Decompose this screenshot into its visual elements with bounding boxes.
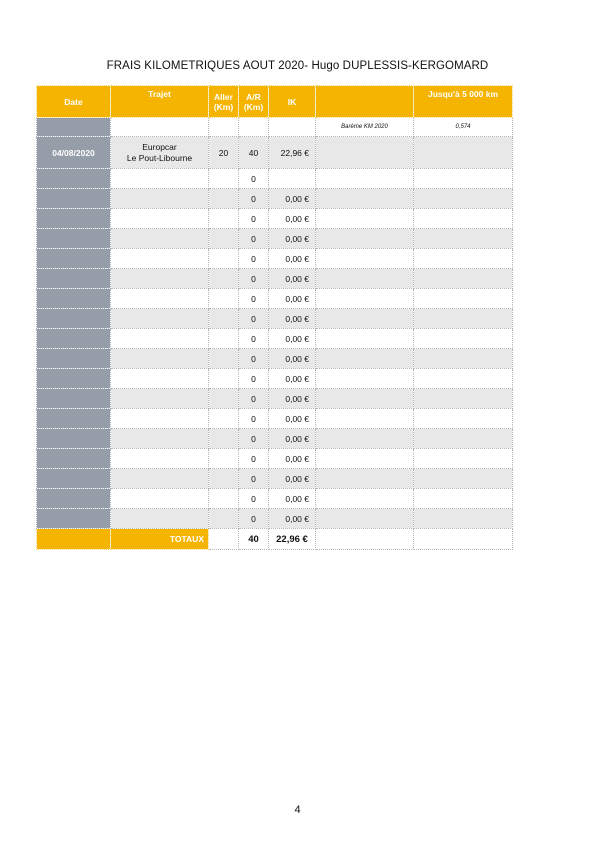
ik-cell: 0,00 € [269, 489, 316, 509]
page-number: 4 [294, 804, 301, 816]
aller-cell [209, 349, 239, 369]
table-row [37, 309, 513, 329]
bareme-cell [316, 389, 414, 409]
trajet-cell [111, 309, 209, 329]
aller-cell [209, 329, 239, 349]
value-cell [414, 449, 513, 469]
ar-cell: 0 [239, 449, 269, 469]
document-title: FRAIS KILOMETRIQUES AOUT 2020- Hugo DUPLESSIS-KERGOMARD [106, 60, 489, 72]
value-cell [414, 289, 513, 309]
bareme-cell [316, 137, 414, 169]
bareme-cell [316, 409, 414, 429]
aller-cell [209, 369, 239, 389]
aller-cell [209, 289, 239, 309]
aller-cell [209, 449, 239, 469]
value-cell [414, 389, 513, 409]
bareme-cell [316, 189, 414, 209]
table-row [37, 169, 513, 189]
trajet-cell [111, 209, 209, 229]
table-row [37, 509, 513, 529]
trajet-cell [111, 349, 209, 369]
bareme-cell [316, 249, 414, 269]
value-cell [414, 309, 513, 329]
bareme-cell [316, 489, 414, 509]
date-cell [37, 249, 111, 269]
table-row [37, 249, 513, 269]
bareme-cell [316, 209, 414, 229]
ar-cell: 0 [239, 309, 269, 329]
bareme-cell [316, 329, 414, 349]
trajet-cell: Europcar Le Pout-Libourne [111, 137, 209, 169]
ik-cell: 0,00 € [269, 289, 316, 309]
date-cell [37, 409, 111, 429]
ar-cell [239, 118, 269, 137]
date-cell [37, 169, 111, 189]
table-row [37, 469, 513, 489]
totals-row [37, 529, 513, 550]
ar-cell: 0 [239, 169, 269, 189]
ar-cell: 0 [239, 289, 269, 309]
ar-cell: 0 [239, 489, 269, 509]
table-row [37, 349, 513, 369]
aller-cell [209, 429, 239, 449]
value-cell [414, 349, 513, 369]
ar-cell: 0 [239, 249, 269, 269]
date-cell [37, 118, 111, 137]
header-aller: Aller (Km) [209, 86, 239, 118]
date-cell [37, 509, 111, 529]
bareme-cell [316, 229, 414, 249]
date-cell [37, 449, 111, 469]
header-trajet: Trajet [111, 86, 209, 118]
date-cell [37, 289, 111, 309]
value-cell [414, 189, 513, 209]
aller-cell [209, 269, 239, 289]
value-cell [414, 229, 513, 249]
value-cell [414, 249, 513, 269]
header-ar: A/R (Km) [239, 86, 269, 118]
bareme-cell [316, 269, 414, 289]
ar-cell: 0 [239, 209, 269, 229]
bareme-cell [316, 289, 414, 309]
totals-value [414, 529, 513, 550]
trajet-cell [111, 389, 209, 409]
date-cell [37, 349, 111, 369]
aller-cell [209, 389, 239, 409]
header-ik: IK [269, 86, 316, 118]
date-cell [37, 469, 111, 489]
table-row [37, 409, 513, 429]
ik-cell: 0,00 € [269, 249, 316, 269]
date-cell [37, 209, 111, 229]
ik-cell: 22,96 € [269, 137, 316, 169]
table-row [37, 449, 513, 469]
trajet-cell [111, 229, 209, 249]
value-cell [414, 209, 513, 229]
ar-cell: 0 [239, 229, 269, 249]
ar-cell: 0 [239, 509, 269, 529]
bareme-cell [316, 169, 414, 189]
ar-cell: 0 [239, 369, 269, 389]
ik-cell: 0,00 € [269, 389, 316, 409]
bareme-row [37, 118, 513, 137]
ar-cell: 0 [239, 329, 269, 349]
totals-bareme [316, 529, 414, 550]
table-row [37, 137, 513, 169]
aller-cell [209, 209, 239, 229]
trajet-cell [111, 118, 209, 137]
table-row [37, 369, 513, 389]
value-cell [414, 269, 513, 289]
totals-ik: 22,96 € [269, 529, 316, 550]
aller-cell [209, 489, 239, 509]
trajet-cell [111, 289, 209, 309]
aller-cell [209, 509, 239, 529]
value-cell [414, 169, 513, 189]
trajet-cell [111, 369, 209, 389]
bareme-cell [316, 429, 414, 449]
table-row [37, 229, 513, 249]
ar-cell: 0 [239, 389, 269, 409]
ik-cell: 0,00 € [269, 369, 316, 389]
table-header-row [37, 86, 513, 118]
aller-cell [209, 118, 239, 137]
trajet-cell [111, 469, 209, 489]
table-row [37, 289, 513, 309]
trajet-cell [111, 509, 209, 529]
ik-cell: 0,00 € [269, 229, 316, 249]
ik-cell: 0,00 € [269, 209, 316, 229]
totals-label: TOTAUX [111, 529, 209, 550]
value-cell [414, 489, 513, 509]
date-cell [37, 369, 111, 389]
date-cell [37, 389, 111, 409]
aller-cell [209, 189, 239, 209]
bareme-cell [316, 509, 414, 529]
aller-cell [209, 469, 239, 489]
bareme-label: Barème KM 2020 [316, 118, 414, 137]
aller-cell: 20 [209, 137, 239, 169]
trajet-cell [111, 189, 209, 209]
mileage-table [36, 85, 513, 550]
bareme-value: 0,574 [414, 118, 513, 137]
trajet-cell [111, 329, 209, 349]
aller-cell [209, 409, 239, 429]
header-bareme [316, 86, 414, 118]
ar-cell: 0 [239, 189, 269, 209]
totals-aller [209, 529, 239, 550]
ik-cell: 0,00 € [269, 349, 316, 369]
table-row [37, 269, 513, 289]
date-cell [37, 489, 111, 509]
value-cell [414, 409, 513, 429]
bareme-cell [316, 369, 414, 389]
ik-cell: 0,00 € [269, 469, 316, 489]
table-row [37, 329, 513, 349]
ik-cell: 0,00 € [269, 509, 316, 529]
header-jusqua: Jusqu'à 5 000 km [414, 86, 513, 118]
trajet-cell [111, 489, 209, 509]
value-cell [414, 429, 513, 449]
aller-cell [209, 169, 239, 189]
ar-cell: 0 [239, 429, 269, 449]
date-cell [37, 189, 111, 209]
aller-cell [209, 309, 239, 329]
aller-cell [209, 229, 239, 249]
bareme-cell [316, 349, 414, 369]
totals-date-cell [37, 529, 111, 550]
ik-cell [269, 118, 316, 137]
date-cell [37, 229, 111, 249]
value-cell [414, 137, 513, 169]
ar-cell: 0 [239, 349, 269, 369]
ik-cell: 0,00 € [269, 449, 316, 469]
table-row [37, 489, 513, 509]
trajet-cell [111, 249, 209, 269]
header-date: Date [37, 86, 111, 118]
date-cell [37, 309, 111, 329]
date-cell: 04/08/2020 [37, 137, 111, 169]
ar-cell: 0 [239, 469, 269, 489]
value-cell [414, 509, 513, 529]
ik-cell: 0,00 € [269, 269, 316, 289]
table-row [37, 429, 513, 449]
ik-cell: 0,00 € [269, 309, 316, 329]
value-cell [414, 469, 513, 489]
bareme-cell [316, 449, 414, 469]
ik-cell: 0,00 € [269, 429, 316, 449]
date-cell [37, 429, 111, 449]
totals-ar: 40 [239, 529, 269, 550]
table-row [37, 389, 513, 409]
ar-cell: 0 [239, 269, 269, 289]
value-cell [414, 329, 513, 349]
trajet-cell [111, 409, 209, 429]
ik-cell [269, 169, 316, 189]
trajet-cell [111, 269, 209, 289]
trajet-cell [111, 169, 209, 189]
trajet-cell [111, 429, 209, 449]
ik-cell: 0,00 € [269, 329, 316, 349]
aller-cell [209, 249, 239, 269]
ik-cell: 0,00 € [269, 189, 316, 209]
ar-cell: 0 [239, 409, 269, 429]
table-row [37, 209, 513, 229]
ar-cell: 40 [239, 137, 269, 169]
trajet-cell [111, 449, 209, 469]
ik-cell: 0,00 € [269, 409, 316, 429]
table-row [37, 189, 513, 209]
date-cell [37, 269, 111, 289]
bareme-cell [316, 469, 414, 489]
bareme-cell [316, 309, 414, 329]
value-cell [414, 369, 513, 389]
date-cell [37, 329, 111, 349]
